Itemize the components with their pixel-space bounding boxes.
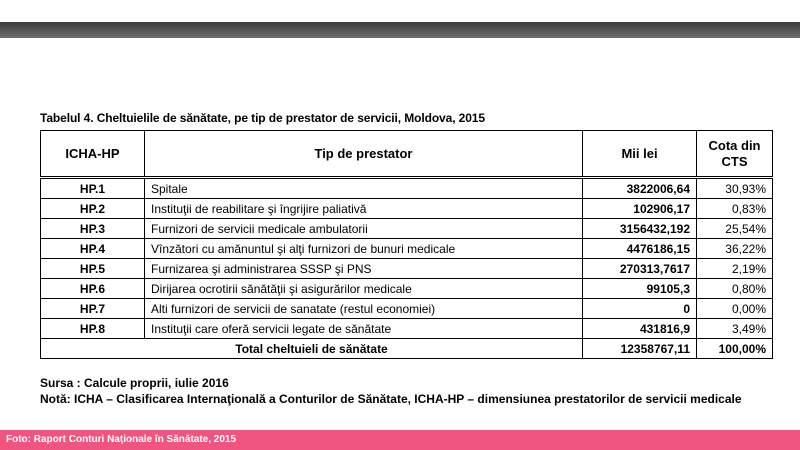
row-provider: Vînzători cu amănuntul şi alţi furnizori de bunuri medicale <box>145 239 583 259</box>
table-row <box>41 319 773 339</box>
row-code: HP.1 <box>41 178 145 199</box>
row-provider: Alti furnizori de servicii de sanatate (restul economiei) <box>145 299 583 319</box>
note-text: Notă: ICHA – Clasificarea Internaţională a Conturilor de Sănătate, ICHA-HP – dimensiunea prestatorilor de servicii medicale <box>40 392 742 406</box>
row-value: 102906,17 <box>583 199 697 219</box>
row-provider: Instituţii de reabilitare şi îngrijire paliativă <box>145 199 583 219</box>
total-row <box>41 339 773 359</box>
row-share: 2,19% <box>697 259 773 279</box>
row-value: 4476186,15 <box>583 239 697 259</box>
table-row <box>41 199 773 219</box>
table-row <box>41 299 773 319</box>
row-share: 0,80% <box>697 279 773 299</box>
row-value: 3156432,192 <box>583 219 697 239</box>
row-provider: Furnizori de servicii medicale ambulatorii <box>145 219 583 239</box>
header-provider: Tip de prestator <box>145 131 583 178</box>
row-provider: Dirijarea ocrotirii sănătăţii şi asigurărilor medicale <box>145 279 583 299</box>
total-value: 12358767,11 <box>583 339 697 359</box>
header-share-text: Cota din CTS <box>708 137 761 169</box>
health-expenditure-table <box>40 130 773 359</box>
row-provider: Instituţii care oferă servicii legate de sănătate <box>145 319 583 339</box>
table-row <box>41 239 773 259</box>
row-value: 3822006,64 <box>583 178 697 199</box>
table-row <box>41 279 773 299</box>
row-code: HP.6 <box>41 279 145 299</box>
row-share: 36,22% <box>697 239 773 259</box>
row-value: 0 <box>583 299 697 319</box>
row-code: HP.3 <box>41 219 145 239</box>
row-share: 30,93% <box>697 178 773 199</box>
row-share: 0,00% <box>697 299 773 319</box>
total-share: 100,00% <box>697 339 773 359</box>
notes <box>40 376 772 407</box>
header-code: ICHA-HP <box>41 131 145 178</box>
table-row <box>41 219 773 239</box>
top-bar <box>0 22 800 38</box>
photo-caption: Foto: Raport Conturi Naţionale în Sănătate, 2015 <box>0 430 800 450</box>
table-row <box>41 178 773 199</box>
row-code: HP.5 <box>41 259 145 279</box>
row-provider: Spitale <box>145 178 583 199</box>
row-code: HP.8 <box>41 319 145 339</box>
row-share: 0,83% <box>697 199 773 219</box>
header-value: Mii lei <box>583 131 697 178</box>
table-title: Tabelul 4. Cheltuielile de sănătate, pe tip de prestator de servicii, Moldova, 2015 <box>40 111 485 125</box>
total-label: Total cheltuieli de sănătate <box>41 339 583 359</box>
table-header-row <box>41 131 773 178</box>
row-share: 25,54% <box>697 219 773 239</box>
row-code: HP.2 <box>41 199 145 219</box>
row-value: 431816,9 <box>583 319 697 339</box>
source-text: Sursa : Calcule proprii, iulie 2016 <box>40 376 229 390</box>
row-value: 270313,7617 <box>583 259 697 279</box>
row-provider: Furnizarea şi administrarea SSSP şi PNS <box>145 259 583 279</box>
header-share <box>697 131 773 178</box>
row-share: 3,49% <box>697 319 773 339</box>
row-code: HP.4 <box>41 239 145 259</box>
row-value: 99105,3 <box>583 279 697 299</box>
row-code: HP.7 <box>41 299 145 319</box>
table-row <box>41 259 773 279</box>
